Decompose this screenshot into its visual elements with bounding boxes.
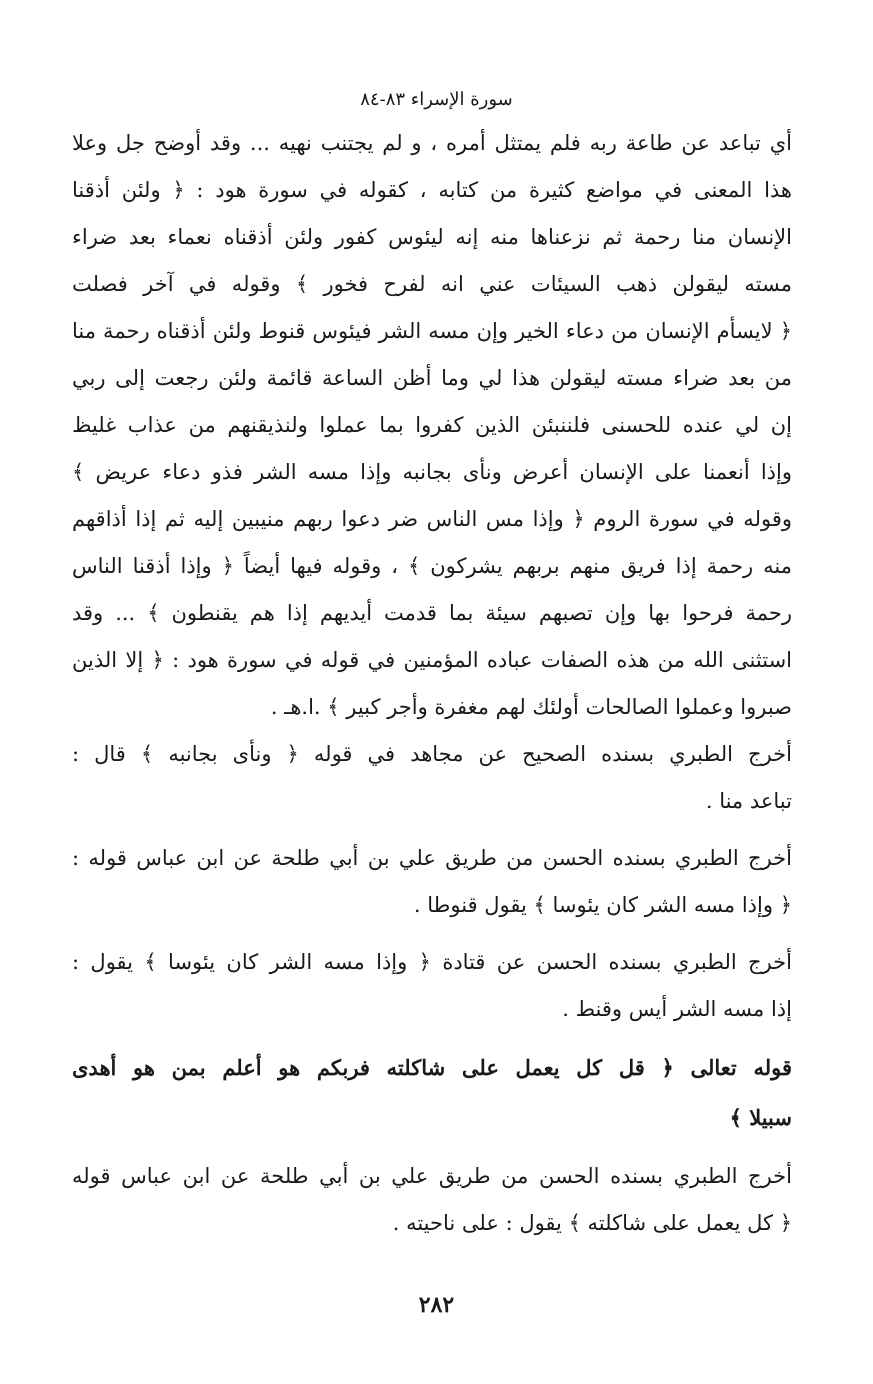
text-line: الإنسان منا رحمة ثم نزعناها منه إنه ليئوس كفور ولئن أذقناه نعماء بعد ضراء [72,225,792,249]
text-line: أخرج الطبري بسنده الحسن من طريق علي بن أبي طلحة عن ابن عباس قوله : [72,846,792,870]
paragraph-mujahid-report [72,731,792,825]
text-line: تباعد منا . [705,789,792,813]
text-line: منه رحمة إذا فريق منهم بربهم يشركون ﴾ ، وقوله فيها أيضاً ﴿ وإذا أذقنا الناس [72,554,792,578]
main-text [72,120,792,1247]
text-line: أخرج الطبري بسنده الحسن عن قتادة ﴿ وإذا مسه الشر كان يئوسا ﴾ يقول : [72,950,792,974]
text-line: إذا مسه الشر أيس وقنط . [562,997,792,1021]
heading-line: قوله تعالى ﴿ قل كل يعمل على شاكلته فربكم هو أعلم بمن هو أهدى [72,1055,792,1080]
text-line: هذا المعنى في مواضع كثيرة من كتابه ، كقوله في سورة هود : ﴿ ولئن أذقنا [72,178,792,202]
text-line: أي تباعد عن طاعة ربه فلم يمتثل أمره ، و لم يجتنب نهيه ... وقد أوضح جل وعلا [72,131,792,155]
text-line: رحمة فرحوا بها وإن تصبهم سيئة بما قدمت أيديهم إذا هم يقنطون ﴾ ... وقد [72,601,792,625]
heading-line: سبيلا ﴾ [729,1105,792,1130]
paragraph-ibn-abbas-report [72,835,792,929]
paragraph-gap [72,1033,792,1043]
paragraph-final-report [72,1153,792,1247]
text-line: ﴿ لايسأم الإنسان من دعاء الخير وإن مسه الشر فيئوس قنوط ولئن أذقناه رحمة منا [72,319,792,343]
running-head: سورة الإسراء ٨٣-٨٤ [360,89,513,110]
text-line: إن لي عنده للحسنى فلننبئن الذين كفروا بما عملوا ولنذيقنهم من عذاب غليظ [72,413,792,437]
text-line: مسته ليقولن ذهب السيئات عني انه لفرح فخور ﴾ وقوله في آخر فصلت [72,272,792,296]
text-line: استثنى الله من هذه الصفات عباده المؤمنين في قوله في سورة هود : ﴿ إلا الذين [72,648,792,672]
text-line: صبروا وعملوا الصالحات أولئك لهم مغفرة وأجر كبير ﴾ .ا.هـ . [270,695,792,719]
text-line: ﴿ وإذا مسه الشر كان يئوسا ﴾ يقول قنوطا . [413,893,792,917]
text-line: ﴿ كل يعمل على شاكلته ﴾ يقول : على ناحيته . [392,1211,792,1235]
text-line: وإذا أنعمنا على الإنسان أعرض ونأى بجانبه وإذا مسه الشر فذو دعاء عريض ﴾ [72,460,792,484]
page-number: ٢٨٢ [418,1292,455,1318]
verse-heading [72,1043,792,1143]
paragraph-gap [72,1143,792,1153]
paragraph-qatada-report [72,939,792,1033]
text-line: أخرج الطبري بسنده الصحيح عن مجاهد في قوله ﴿ ونأى بجانبه ﴾ قال : [72,742,792,766]
paragraph-gap [72,825,792,835]
paragraph-commentary [72,120,792,731]
text-line: أخرج الطبري بسنده الحسن من طريق علي بن أبي طلحة عن ابن عباس قوله [72,1164,792,1188]
paragraph-gap [72,929,792,939]
text-line: وقوله في سورة الروم ﴿ وإذا مس الناس ضر دعوا ربهم منيبين إليه ثم إذا أذاقهم [72,507,792,531]
text-line: من بعد ضراء مسته ليقولن هذا لي وما أظن الساعة قائمة ولئن رجعت إلى ربي [72,366,792,390]
